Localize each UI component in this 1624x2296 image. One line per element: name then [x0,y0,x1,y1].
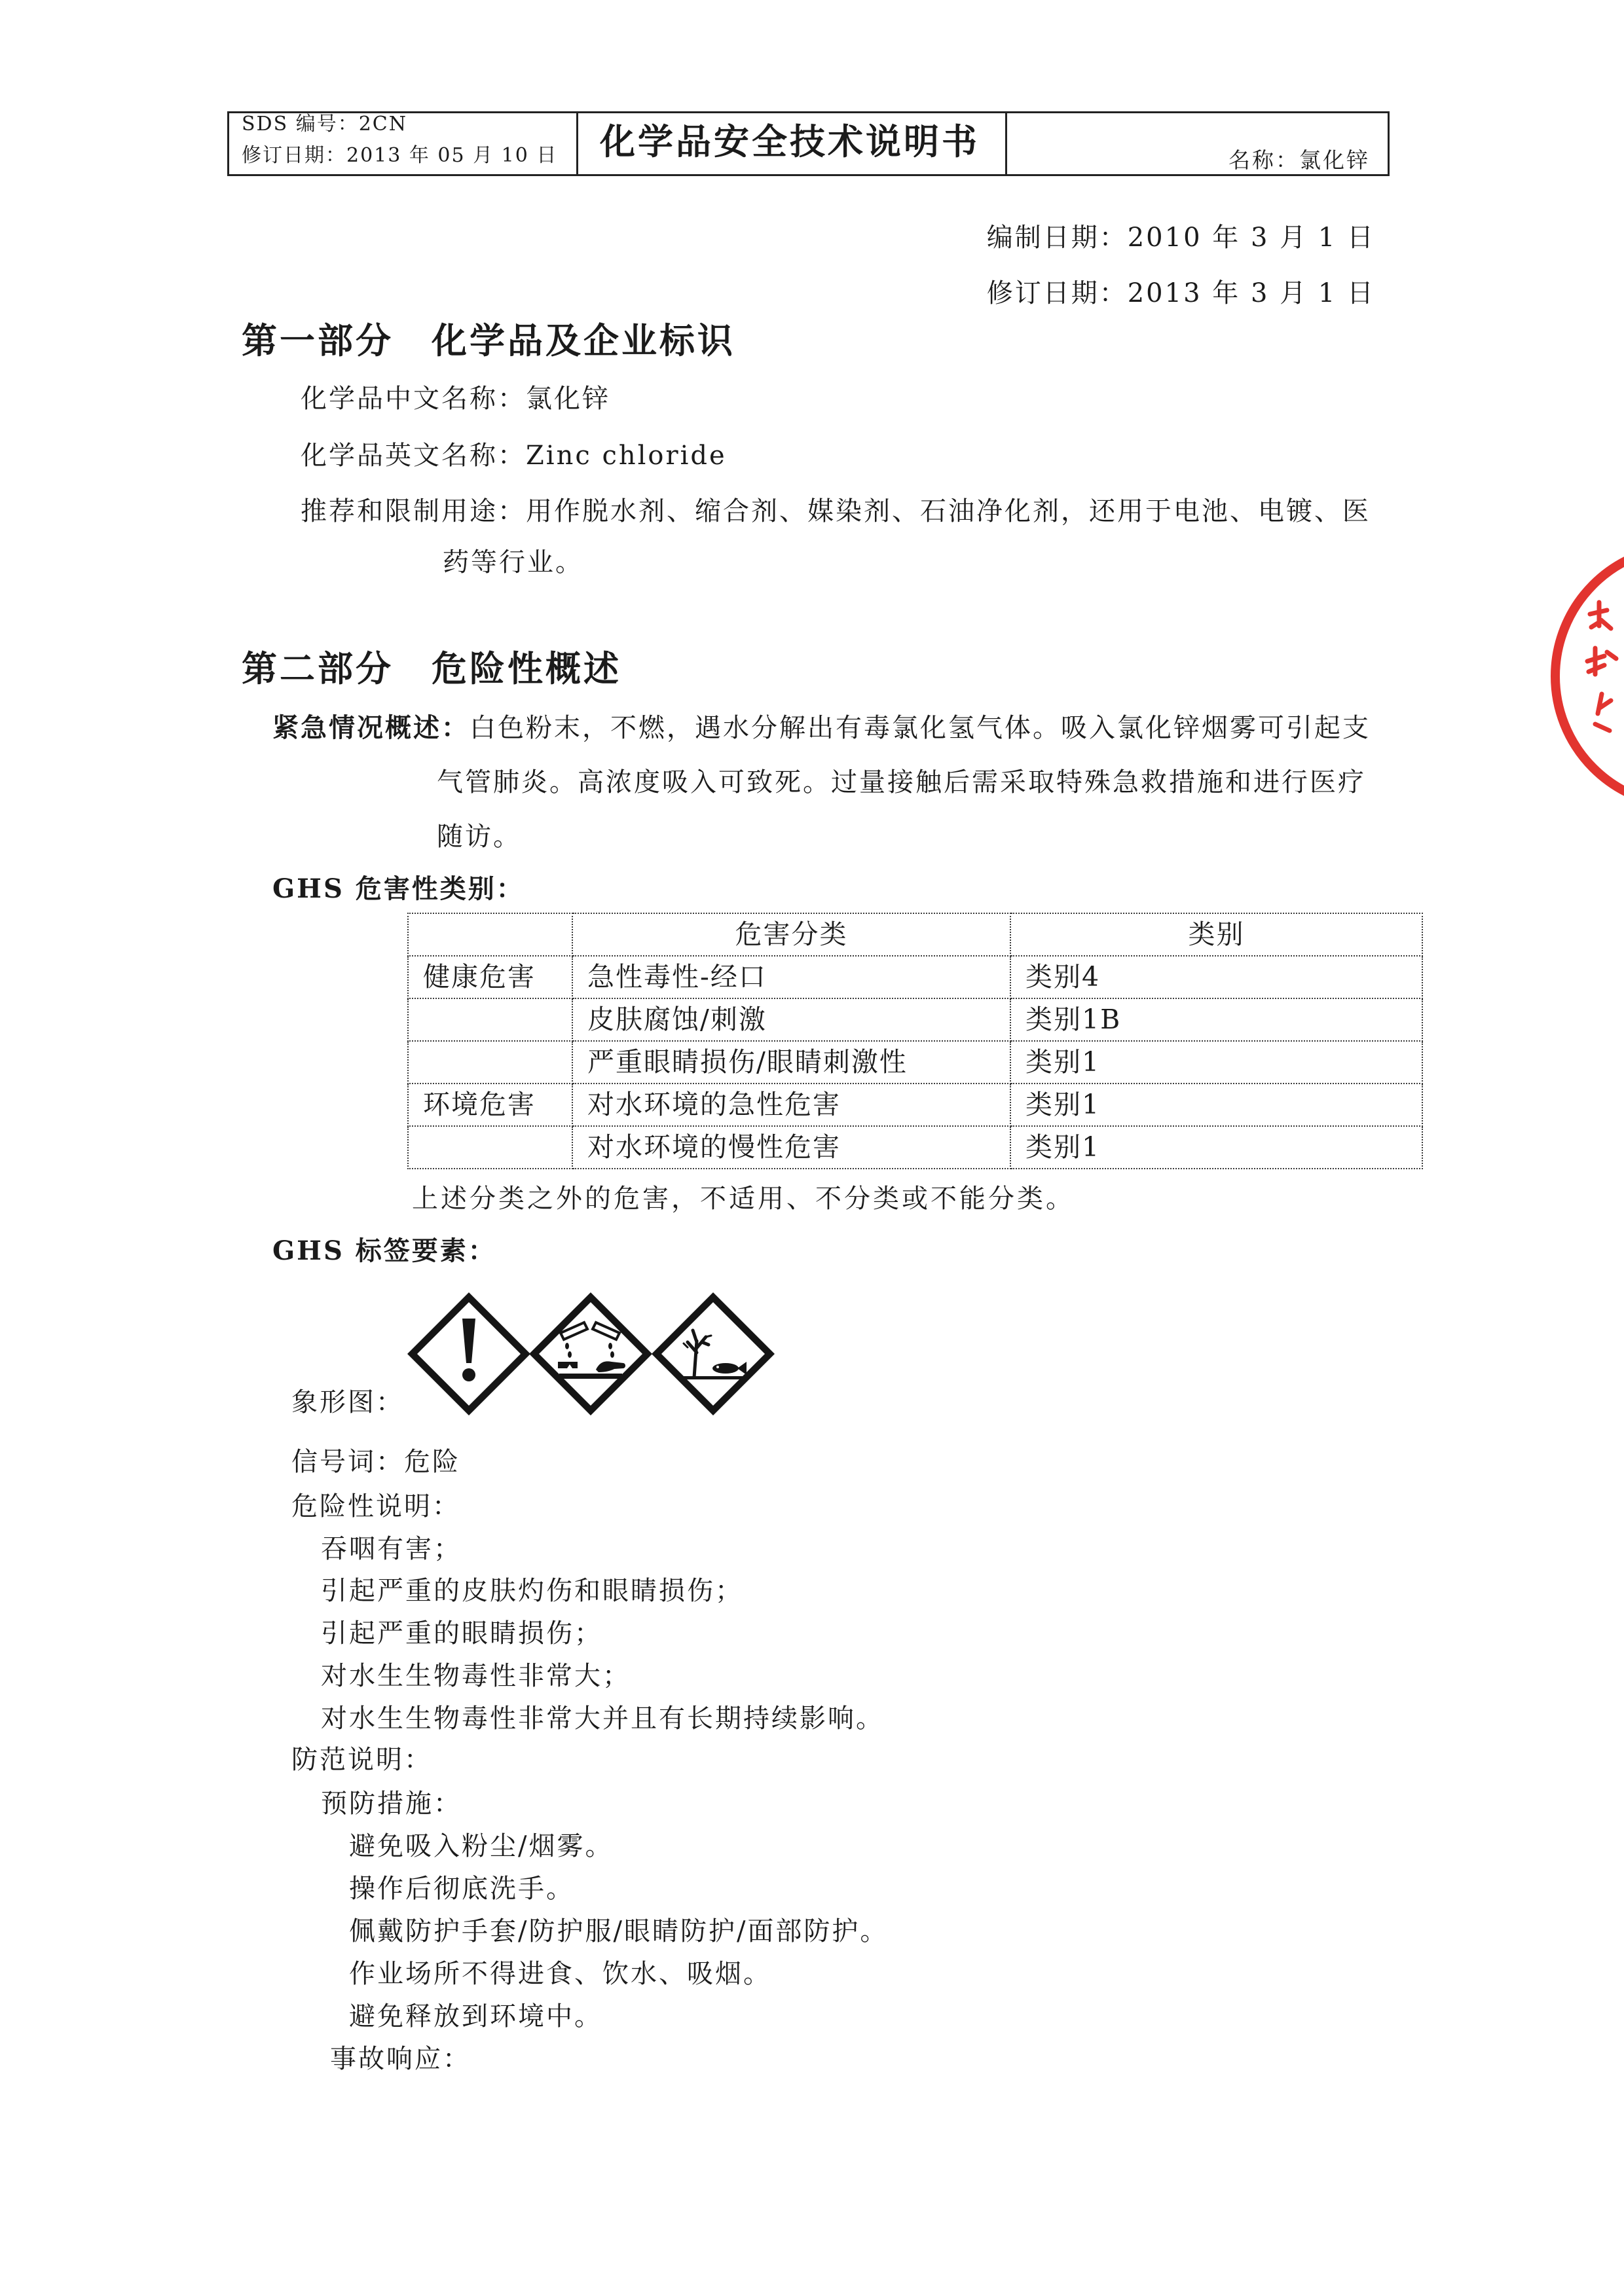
table-cell: 急性毒性-经口 [572,956,1010,998]
hazard-statement: 对水生生物毒性非常大； [321,1661,631,1691]
seal-glyphs [1587,602,1616,731]
table-cell: 类别1 [1010,1084,1422,1126]
ghs-hazard-table [407,913,1423,1169]
environment-icon [652,1292,775,1415]
table-header-cell: 类别 [1010,913,1422,956]
emergency-overview-text: 白色粉末，不燃，遇水分解出有毒氯化氢气体。吸入氯化锌烟雾可引起支 [470,713,1371,743]
emergency-overview-text: 随访。 [437,822,521,852]
prevention-item: 避免释放到环境中。 [349,2001,602,2032]
en-name-label: 化学品英文名称： [301,441,526,471]
table-row [408,1084,1422,1126]
compiled-date: 编制日期：2010 年 3 月 1 日 [986,223,1375,253]
table-row [408,956,1422,998]
table-cell: 环境危害 [408,1084,572,1126]
seal-ring [1555,547,1624,806]
chemical-name-header: 名称：氯化锌 [1228,147,1370,173]
ghs-classification-label: GHS 危害性类别： [272,873,525,904]
prevention-item: 操作后彻底洗手。 [349,1874,574,1904]
prevention-item: 避免吸入粉尘/烟雾。 [349,1831,614,1861]
table-cell [408,1126,572,1169]
emergency-overview-label: 紧急情况概述： [272,712,470,743]
table-cell: 对水环境的慢性危害 [572,1126,1010,1169]
prevention-item: 佩戴防护手套/防护服/眼睛防护/面部防护。 [349,1916,889,1946]
signal-word: 信号词：危险 [291,1447,460,1477]
hazard-statement: 对水生生物毒性非常大并且有长期持续影响。 [321,1704,884,1734]
table-cell: 类别1B [1010,998,1422,1041]
table-cell: 对水环境的急性危害 [572,1084,1010,1126]
corrosion-icon [529,1292,652,1415]
table-cell: 类别1 [1010,1126,1422,1169]
table-row [408,1126,1422,1169]
hazard-statement: 引起严重的眼睛损伤； [321,1618,602,1649]
table-header-cell [408,913,572,956]
table-cell [408,998,572,1041]
cn-name-label: 化学品中文名称： [301,384,526,414]
en-name-value: Zinc chloride [526,441,727,471]
table-row [408,1041,1422,1084]
pictogram-label: 象形图： [291,1387,404,1417]
table-cell: 类别1 [1010,1041,1422,1084]
exclamation-mark-icon [407,1292,530,1415]
table-cell [408,1041,572,1084]
revised-date: 修订日期：2013 年 3 月 1 日 [986,278,1375,308]
response-label: 事故响应： [330,2044,471,2074]
table-row [408,998,1422,1041]
uses-line [301,498,1371,525]
section2-heading: 第二部分 危险性概述 [242,647,621,689]
section1-heading: 第一部分 化学品及企业标识 [242,319,735,361]
prevention-label: 预防措施： [321,1789,462,1819]
table-cell: 类别4 [1010,956,1422,998]
cn-name-line [301,385,610,412]
table-note: 上述分类之外的危害，不适用、不分类或不能分类。 [412,1184,1075,1214]
ghs-pictograms [406,1290,779,1418]
prevention-item: 作业场所不得进食、饮水、吸烟。 [349,1959,771,1989]
table-cell: 皮肤腐蚀/刺激 [572,998,1010,1041]
uses-label: 推荐和限制用途： [301,496,526,526]
precautionary-label: 防范说明： [291,1745,432,1775]
header-revision-date: 修订日期：2013 年 05 月 10 日 [242,144,558,167]
table-header-cell: 危害分类 [572,913,1010,956]
sds-number: SDS 编号：2CN [242,113,407,136]
table-cell: 严重眼睛损伤/眼睛刺激性 [572,1041,1010,1084]
uses-text: 用作脱水剂、缩合剂、媒染剂、石油净化剂，还用于电池、电镀、医 [526,496,1371,526]
hazard-statement: 引起严重的皮肤灼伤和眼睛损伤； [321,1576,743,1606]
table-cell: 健康危害 [408,956,572,998]
ghs-label-elements-label: GHS 标签要素： [272,1235,496,1266]
emergency-overview-line [272,714,1371,742]
hazard-statements-label: 危险性说明： [291,1491,460,1522]
document-title: 化学品安全技术说明书 [600,120,980,162]
en-name-line [301,442,727,469]
table-header-row [408,913,1422,956]
emergency-overview-text: 气管肺炎。高浓度吸入可致死。过量接触后需采取特殊急救措施和进行医疗 [437,767,1366,797]
header-divider [1005,113,1007,174]
company-seal [1539,537,1624,812]
hazard-statement: 吞咽有害； [321,1534,462,1564]
uses-text-continued: 药等行业。 [443,547,583,577]
header-divider [576,113,578,174]
cn-name-value: 氯化锌 [526,384,610,414]
